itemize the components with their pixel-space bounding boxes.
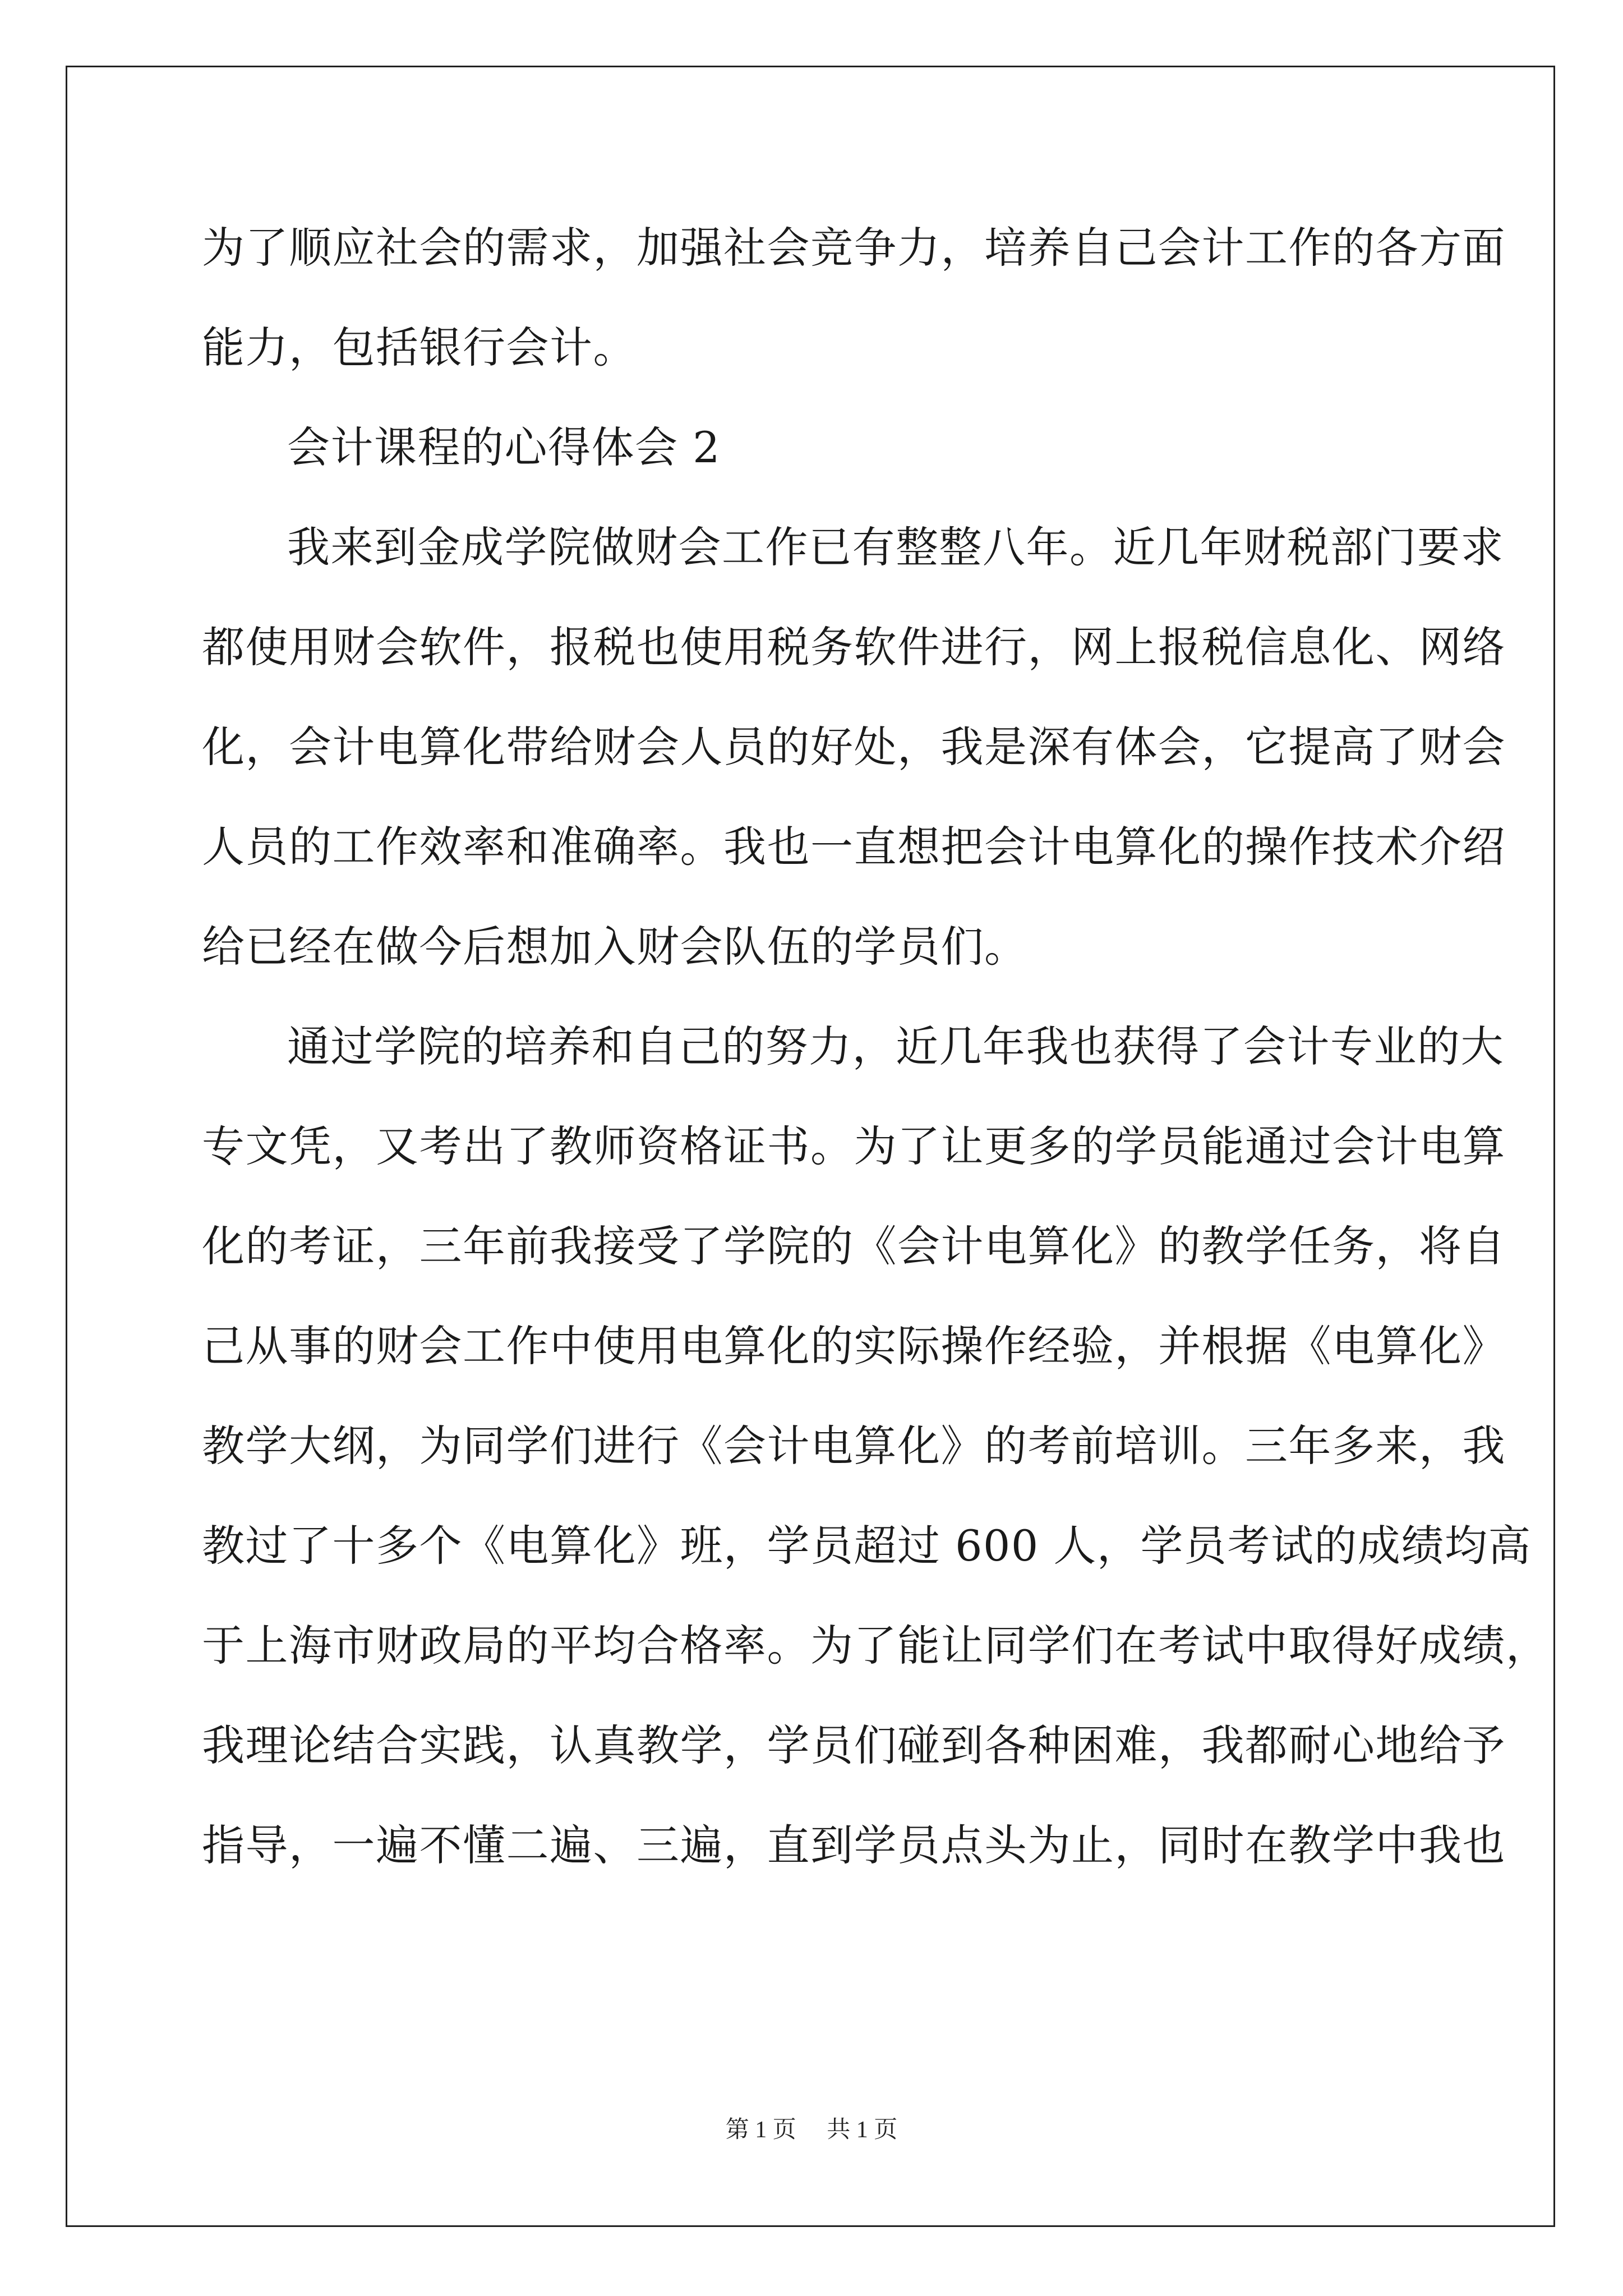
text-line: 教学大纲，为同学们进行《会计电算化》的考前培训。三年多来，我 — [202, 1421, 1506, 1471]
page-total: 共 1 页 — [827, 2117, 898, 2143]
text-line: 指导，一遍不懂二遍、三遍，直到学员点头为止，同时在教学中我也 — [202, 1820, 1506, 1870]
text-line: 己从事的财会工作中使用电算化的实际操作经验，并根据《电算化》 — [202, 1321, 1506, 1371]
page-footer — [0, 2116, 1623, 2144]
text-line: 化，会计电算化带给财会人员的好处，我是深有体会，它提高了财会 — [202, 722, 1506, 772]
text-line: 人员的工作效率和准确率。我也一直想把会计电算化的操作技术介绍 — [202, 822, 1506, 872]
section-heading: 会计课程的心得体会 2 — [287, 422, 721, 472]
document-body — [202, 219, 1550, 1916]
text-line: 教过了十多个《电算化》班，学员超过 600 人，学员考试的成绩均高 — [202, 1521, 1532, 1571]
text-line: 能力，包括银行会计。 — [202, 323, 637, 372]
text-line: 化的考证，三年前我接受了学院的《会计电算化》的教学任务，将自 — [202, 1221, 1506, 1271]
text-line: 都使用财会软件，报税也使用税务软件进行，网上报税信息化、网络 — [202, 622, 1506, 672]
text-line: 我来到金成学院做财会工作已有整整八年。近几年财税部门要求 — [287, 522, 1504, 572]
text-line: 通过学院的培养和自己的努力，近几年我也获得了会计专业的大 — [287, 1022, 1504, 1071]
text-line: 专文凭，又考出了教师资格证书。为了让更多的学员能通过会计电算 — [202, 1121, 1506, 1171]
text-line: 给已经在做今后想加入财会队伍的学员们。 — [202, 922, 1028, 972]
text-line: 于上海市财政局的平均合格率。为了能让同学们在考试中取得好成绩， — [202, 1621, 1550, 1671]
text-line: 为了顺应社会的需求，加强社会竞争力，培养自己会计工作的各方面 — [202, 223, 1506, 273]
page-number: 第 1 页 — [725, 2117, 796, 2143]
text-line: 我理论结合实践，认真教学，学员们碰到各种困难，我都耐心地给予 — [202, 1720, 1506, 1770]
